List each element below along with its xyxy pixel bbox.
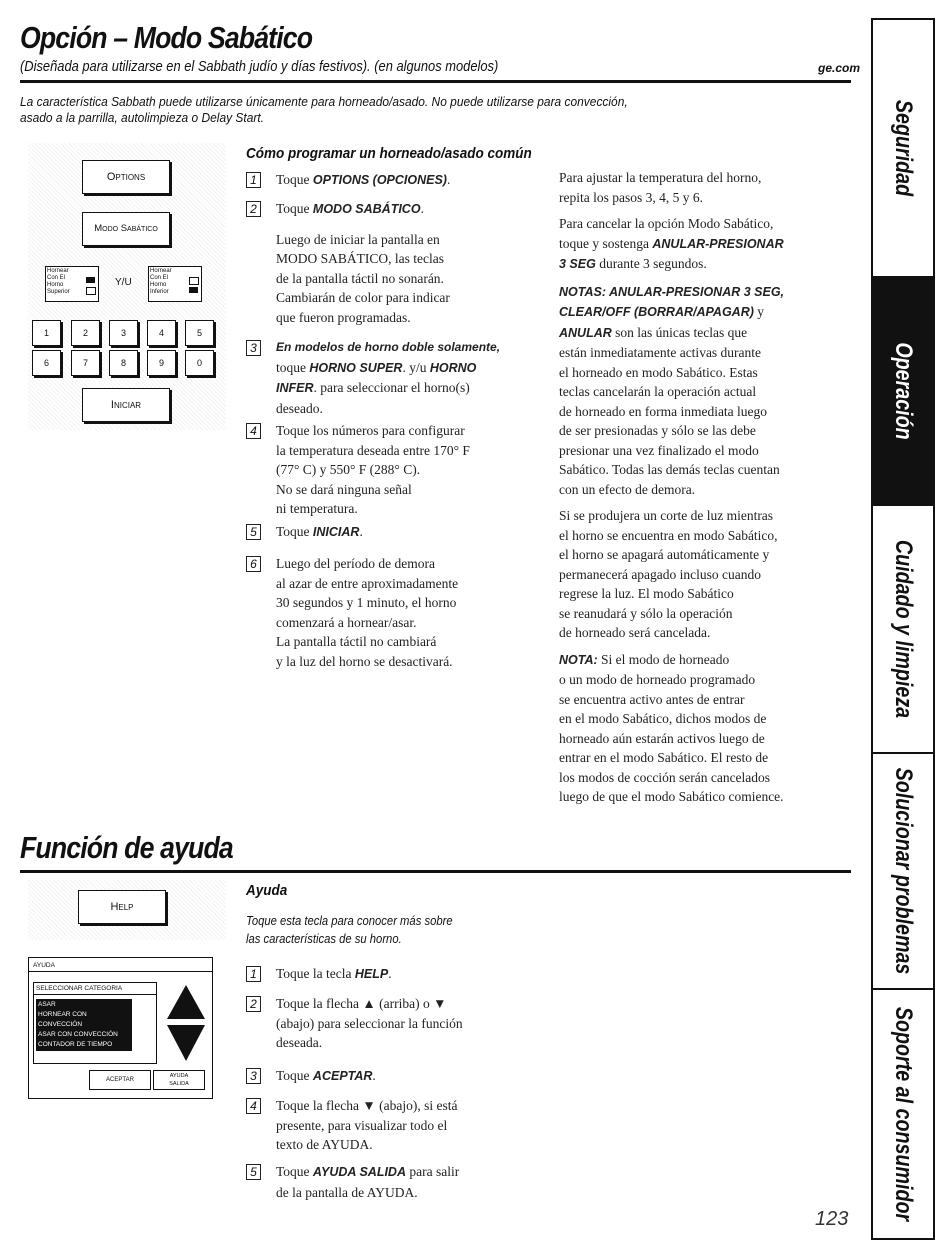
page-subtitle: (Diseñada para utilizarse en el Sabbath judío y días festivos). (en algunos modelos)	[20, 58, 499, 75]
key-name: INFER	[276, 381, 314, 395]
page-number: 123	[815, 1208, 849, 1230]
and-or-label: Y/U	[115, 277, 132, 288]
text-run: se reanudará y sólo la operación	[559, 605, 733, 621]
tab-label: Operación	[890, 342, 917, 440]
text-line: deseada.	[276, 1035, 323, 1050]
mini-label: Con El	[150, 275, 169, 281]
text-line: Cambiarán de color para indicar	[276, 290, 450, 305]
paragraph	[559, 168, 859, 207]
text-run: .	[446, 172, 451, 187]
keypad-9[interactable]: 9	[147, 350, 176, 376]
key-name: HORNO	[429, 360, 477, 375]
mini-label: Inferior	[150, 289, 169, 295]
text-run: .	[420, 201, 424, 216]
text-line: Toque los números para configurar	[276, 423, 465, 438]
tab-soporte-consumidor[interactable]	[873, 990, 933, 1238]
tab-label: Solucionar problemas	[890, 767, 917, 975]
mini-label: Con El	[47, 275, 66, 281]
text-run: son las únicas teclas que	[611, 324, 748, 340]
key-name: 3 SEG	[559, 257, 596, 271]
category-list[interactable]	[33, 982, 157, 1064]
key-name: MODO SABÁTICO	[312, 202, 421, 216]
step-number: 2	[246, 201, 261, 217]
step-number: 5	[246, 524, 261, 540]
help-rule	[20, 870, 851, 873]
text-line: de la pantalla táctil no sonarán.	[276, 270, 444, 286]
text-run: toque y sostenga	[559, 235, 653, 251]
exit-label: SALIDA	[169, 1081, 189, 1087]
text-run: .	[372, 1068, 376, 1083]
step-number: 4	[246, 1098, 261, 1114]
help-button[interactable]: Help	[78, 890, 166, 924]
text-run: y	[753, 304, 765, 319]
help-description	[246, 912, 453, 948]
site-link: ge.com	[818, 61, 861, 75]
keypad-1[interactable]: 1	[32, 320, 61, 346]
text-run: están inmediatamente activas durante	[559, 345, 762, 360]
tab-seguridad[interactable]	[873, 20, 933, 276]
text-run: teclas cancelarán la operación actual	[559, 384, 757, 399]
help-screen	[28, 957, 213, 1099]
text-line: Toque esta tecla para conocer más sobre	[246, 914, 453, 928]
key-name: NOTAS: ANULAR-PRESIONAR 3 SEG,	[559, 284, 785, 299]
text-line: (abajo) para seleccionar la función	[276, 1015, 463, 1031]
keypad-3[interactable]: 3	[109, 320, 138, 346]
key-name: INICIAR	[312, 525, 360, 539]
text-run: Toque	[276, 1164, 313, 1179]
paragraph	[559, 214, 859, 275]
mini-label: Hornear	[47, 268, 69, 274]
intro-line: asado a la parrilla, autolimpieza o Delay Start.	[20, 110, 264, 125]
tab-cuidado-limpieza[interactable]	[873, 506, 933, 754]
text-run: el horno se apagará automáticamente y	[559, 547, 770, 562]
lower-oven-button[interactable]	[148, 266, 202, 302]
list-item[interactable]: HORNEAR CON CONVECCIÓN	[38, 1011, 87, 1028]
tab-label: Seguridad	[890, 99, 917, 197]
paragraph	[559, 506, 859, 643]
key-name: OPTIONS (OPCIONES)	[312, 173, 447, 187]
text-run: se encuentra activo antes de entrar	[559, 691, 745, 707]
mini-label: Horno	[47, 282, 64, 288]
text-run: de horneado será cancelada.	[559, 625, 711, 640]
text-run: de horneado en forma inmediata luego	[559, 403, 768, 419]
text-line: de la pantalla de AYUDA.	[276, 1184, 418, 1200]
iniciar-button[interactable]: Iniciar	[82, 388, 170, 422]
help-screen-title: AYUDA	[33, 962, 55, 969]
list-title: SELECCIONAR CATEGORIA	[34, 983, 156, 995]
step-number: 4	[246, 423, 261, 439]
key-name: ACEPTAR	[312, 1069, 373, 1083]
step-number: 5	[246, 1164, 261, 1180]
text-line: ni temperatura.	[276, 501, 358, 516]
text-run: regrese la luz. El modo Sabático	[559, 586, 734, 601]
upper-oven-button[interactable]	[45, 266, 99, 302]
step-text	[276, 1162, 459, 1202]
keypad-4[interactable]: 4	[147, 320, 176, 346]
help-title: Función de ayuda	[20, 830, 233, 865]
step-number: 3	[246, 340, 261, 356]
text-run: permanecerá apagado incluso cuando	[559, 566, 762, 582]
help-exit-button[interactable]	[153, 1070, 205, 1090]
step-text	[276, 522, 363, 543]
text-line: presente, para visualizar todo el	[276, 1117, 448, 1133]
text-run: . para seleccionar el horno(s)	[313, 380, 470, 395]
text-line: la temperatura deseada entre 170° F	[276, 442, 470, 458]
text-run: durante 3 segundos.	[595, 256, 707, 271]
text-run: o un modo de horneado programado	[559, 672, 756, 687]
step-text	[276, 421, 470, 519]
title-rule	[20, 80, 851, 83]
text-line: y la luz del horno se desactivará.	[276, 653, 453, 669]
key-name: ANULAR-PRESIONAR	[652, 236, 784, 251]
text-line: No se dará ninguna señal	[276, 481, 412, 497]
step-number: 6	[246, 556, 261, 572]
text-run: Si el modo de horneado	[597, 651, 730, 667]
text-run: entrar en el modo Sabático. El resto de	[559, 750, 769, 765]
text-line: deseado.	[276, 400, 323, 416]
text-run: Sabático. Todas las demás teclas cuentan	[559, 462, 780, 477]
key-name: HORNO SUPER	[309, 360, 403, 375]
text-line: las características de su horno.	[246, 932, 402, 946]
options-button[interactable]: Options	[82, 160, 170, 194]
mini-label: Horno	[150, 282, 167, 288]
text-line: al azar de entre aproximadamente	[276, 575, 459, 591]
sabbath-notes-column	[559, 168, 859, 814]
text-run: .	[359, 524, 363, 539]
accept-button[interactable]: ACEPTAR	[89, 1070, 151, 1090]
tab-label: Cuidado y limpieza	[890, 539, 917, 719]
text-run: los modos de cocción serán cancelados	[559, 769, 771, 785]
text-line: comenzará a hornear/asar.	[276, 614, 417, 630]
arrow-up-down-icon[interactable]	[165, 983, 207, 1063]
key-name: ANULAR	[559, 325, 612, 340]
text-run: de ser presionadas y sólo se las debe	[559, 423, 756, 438]
text-run: Toque la tecla	[276, 966, 355, 981]
intro-text	[20, 94, 848, 126]
text-line: Luego del período de demora	[276, 556, 435, 571]
text-line: 30 segundos y 1 minuto, el horno	[276, 595, 457, 610]
text-run: presionar una vez finalizado el modo	[559, 442, 759, 458]
step-number: 3	[246, 1068, 261, 1084]
mini-label: Hornear	[150, 268, 172, 274]
text-run: .	[388, 966, 392, 981]
text-run: horneado aún estarán activos luego de	[559, 730, 765, 746]
keypad-0[interactable]: 0	[185, 350, 214, 376]
tab-operacion[interactable]	[873, 276, 933, 506]
text-run: el horneado en modo Sabático. Estas	[559, 364, 758, 380]
paragraph	[559, 282, 859, 500]
keypad-5[interactable]: 5	[185, 320, 214, 346]
text-run: . y/u	[402, 359, 430, 375]
step-number: 1	[246, 172, 261, 188]
text-run: Si se produjera un corte de luz mientras	[559, 508, 774, 523]
text-run: Para ajustar la temperatura del horno,	[559, 170, 762, 185]
step-number: 1	[246, 966, 261, 982]
paragraph	[559, 650, 859, 807]
intro-line: La característica Sabbath puede utilizarse únicamente para horneado/asado. No puede utilizarse para convección,	[20, 94, 628, 109]
help-heading: Ayuda	[246, 882, 288, 899]
text-line: que fueron programadas.	[276, 309, 411, 325]
text-run: Toque	[276, 172, 313, 187]
text-run: para salir	[405, 1164, 460, 1179]
text-line: Toque la flecha ▼ (abajo), si está	[276, 1098, 458, 1113]
text-run: en el modo Sabático, dichos modos de	[559, 711, 767, 726]
step-text	[276, 1096, 457, 1155]
keypad-6[interactable]: 6	[32, 350, 61, 376]
step-text	[276, 1066, 376, 1087]
text-run: Toque	[276, 201, 313, 216]
text-run: toque	[276, 359, 310, 375]
text-line: MODO SABÁTICO, las teclas	[276, 251, 444, 266]
step-text	[276, 994, 463, 1053]
exit-label: AYUDA	[169, 1073, 189, 1079]
keypad-7[interactable]: 7	[71, 350, 100, 376]
keypad-8[interactable]: 8	[109, 350, 138, 376]
text-line: Luego de iniciar la pantalla en	[276, 231, 440, 247]
tab-label: Soporte al consumidor	[890, 1006, 917, 1222]
text-run: luego de que el modo Sabático comience.	[559, 789, 784, 804]
text-run: con un efecto de demora.	[559, 481, 696, 497]
category-items	[36, 999, 132, 1051]
text-line: Toque la flecha ▲ (arriba) o ▼	[276, 996, 447, 1011]
indicator-icon	[86, 287, 96, 295]
page-title: Opción – Modo Sabático	[20, 20, 313, 55]
keypad-2[interactable]: 2	[71, 320, 100, 346]
key-name: CLEAR/OFF (BORRAR/APAGAR)	[559, 305, 754, 319]
text-run: Toque	[276, 1068, 313, 1083]
text-run: repita los pasos 3, 4, 5 y 6.	[559, 189, 703, 205]
list-item[interactable]: ASAR	[38, 1001, 56, 1008]
modo-sabatico-button[interactable]: Modo Sabático	[82, 212, 170, 246]
list-item[interactable]: ASAR CON CONVECCIÓN	[38, 1031, 118, 1038]
step-number: 2	[246, 996, 261, 1012]
text-run: el horno se encuentra en modo Sabático,	[559, 527, 778, 543]
text-line: texto de AYUDA.	[276, 1137, 373, 1152]
key-name: AYUDA SALIDA	[312, 1165, 406, 1179]
key-name: NOTA:	[559, 652, 598, 667]
divider	[29, 971, 212, 972]
step-text	[276, 554, 458, 671]
section-tabs	[871, 18, 935, 1240]
indicator-icon	[86, 277, 95, 283]
indicator-icon	[189, 287, 198, 293]
indicator-icon	[189, 277, 199, 285]
list-item[interactable]: CONTADOR DE TIEMPO	[38, 1041, 113, 1048]
text-line: La pantalla táctil no cambiará	[276, 634, 437, 649]
tab-solucionar-problemas[interactable]	[873, 754, 933, 990]
step-text	[276, 170, 450, 191]
model-note: En modelos de horno doble solamente,	[276, 340, 501, 354]
step-text	[276, 199, 450, 327]
key-name: HELP	[354, 967, 389, 981]
step-text	[276, 964, 392, 985]
text-run: Para cancelar la opción Modo Sabático,	[559, 216, 774, 231]
text-run: Toque	[276, 524, 313, 539]
text-line: (77° C) y 550° F (288° C).	[276, 462, 421, 477]
sabbath-heading: Cómo programar un horneado/asado común	[246, 145, 532, 162]
step-text	[276, 338, 500, 418]
mini-label: Superior	[47, 289, 70, 295]
